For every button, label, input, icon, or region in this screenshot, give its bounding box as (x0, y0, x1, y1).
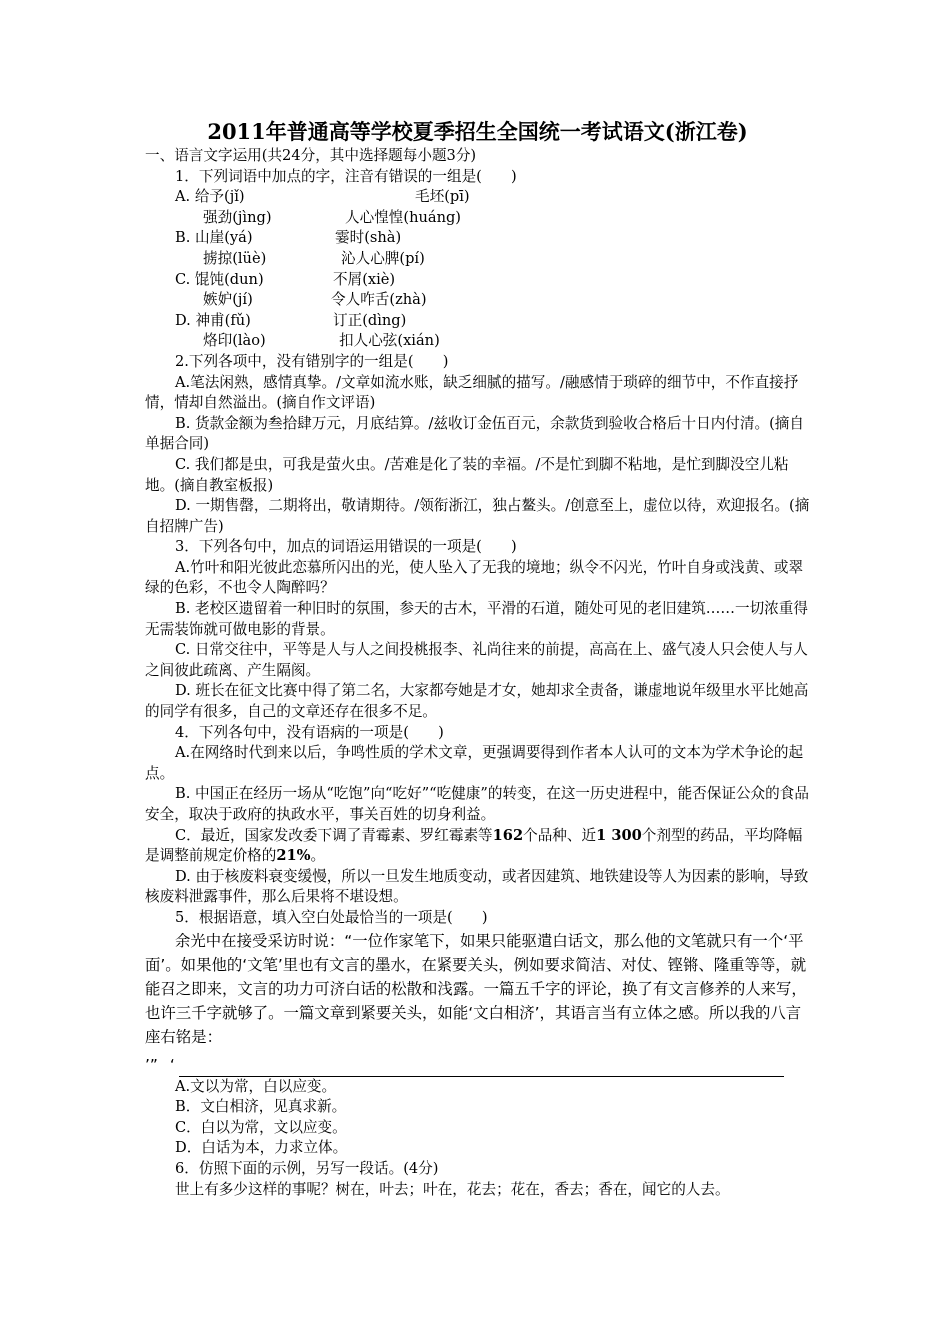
q3-option-a: A.竹叶和阳光彼此恋慕所闪出的光，使人坠入了无我的境地；纵令不闪光，竹叶自身或浅黄、或翠绿的色彩，不也令人陶醉吗？ (145, 558, 804, 597)
q1-option-text: 强劲(jìng) (203, 208, 272, 226)
q4-option-c (145, 826, 810, 867)
q4-stem: 4．下列各句中，没有语病的一项是( ) (175, 723, 444, 741)
exam-title: 2011年普通高等学校夏季招生全国统一考试语文(浙江卷) (207, 119, 748, 144)
q1-option-text: 不屑(xiè) (333, 270, 396, 288)
q3-option-d: D. 班长在征文比赛中得了第二名，大家都夸她是才女，她却求全责备，谦虚地说年级里水平比她高的同学有很多，自己的文章还存在很多不足。 (145, 682, 809, 721)
q2-option-b: B. 货款金额为叁拾肆万元，月底结算。/兹收订金伍百元，余款货到验收合格后十日内付清。(摘自单据合同) (145, 414, 804, 453)
q4-c-text: C．最近，国家发改委下调了青霉素、罗红霉素等 (175, 826, 493, 844)
q1-option-text: 毛坯(pī) (415, 188, 470, 206)
q1-row (145, 228, 810, 249)
q5-option-c: C．白以为常，文以应变。 (175, 1118, 347, 1136)
q1-option-text: 霎时(shà) (335, 229, 402, 247)
q4-c-text: 个剂型的药品，平均降幅是调整前规定价格的 (145, 826, 803, 865)
q2-stem: 2.下列各项中，没有错别字的一组是( ) (175, 352, 449, 370)
q4-c-number: 21% (276, 847, 311, 865)
q1-row (145, 290, 810, 311)
q5-option-b: B．文白相济，见真求新。 (175, 1098, 347, 1116)
q1-row (145, 249, 810, 270)
q4-option-a: A.在网络时代到来以后，争鸣性质的学术文章，更强调要得到作者本人认可的文本为学术争论的起点。 (145, 744, 804, 782)
q5-option-d: D．白话为本，力求立体。 (175, 1139, 348, 1157)
q4-option-d: D. 由于核废料衰变缓慢，所以一旦发生地质变动，或者因建筑、地铁建设等人为因素的影响，导致核废料泄露事件，那么后果将不堪设想。 (145, 867, 809, 906)
q5-passage: 余光中在接受采访时说：“一位作家笔下，如果只能驱遣白话文，那么他的文笔就只有一个‘平面’。如果他的‘文笔’里也有文言的墨水，在紧要关头，例如要求简洁、对仗、铿锵、隆重等等，就能召之即来，文言的功力可济白话的松散和浅露。一篇五千字的评论，换了有文言修养的人来写，也许三千字就够了。一篇文章到紧要关头，如能‘文白相济’，其语言当有立体之感。所以我的八言座右铭是： (145, 931, 807, 1046)
q5-fill-blank (179, 1062, 784, 1077)
q3-stem: 3．下列各句中，加点的词语运用错误的一项是( ) (175, 538, 517, 556)
q1-row (145, 331, 810, 352)
q1-option-text: C. 馄饨(dun) (175, 270, 264, 288)
q4-c-number: 162 (492, 826, 524, 844)
q5-blank-line (145, 1049, 810, 1077)
q1-option-text: A. 给予(jǐ) (175, 188, 245, 206)
q6-stem: 6．仿照下面的示例，另写一段话。(4分) (175, 1159, 439, 1177)
q1-option-text: B. 山崖(yá) (175, 229, 253, 247)
q1-row (145, 208, 810, 229)
q1-option-text: 人心惶惶(huáng) (345, 208, 462, 226)
q4-c-number: 1 300 (596, 826, 642, 844)
q5-blank-close: ’” (145, 1055, 158, 1074)
q1-option-text: 沁人心脾(pí) (341, 249, 425, 267)
q4-c-text: 。 (310, 847, 326, 865)
q1-option-text: 掳掠(lüè) (203, 249, 267, 267)
q1-row (145, 311, 810, 332)
exam-page (145, 118, 810, 1200)
q1-option-text: 订正(dìng) (333, 311, 407, 329)
q2-option-c: C. 我们都是虫，可我是萤火虫。/苦难是化了装的幸福。/不是忙到脚不粘地，是忙到脚没空儿粘地。(摘自教室板报) (145, 455, 789, 494)
q1-row (145, 270, 810, 291)
q5-option-a: A.文以为常，白以应变。 (175, 1077, 337, 1095)
q2-option-a: A.笔法闲熟，感情真挚。/文章如流水账，缺乏细腻的描写。/融感情于琐碎的细节中，不作直接抒情，情却自然溢出。(摘自作文评语) (145, 373, 799, 412)
q1-option-text: 扣人心弦(xián) (339, 332, 440, 350)
q1-option-text: D. 神甫(fǔ) (175, 311, 251, 329)
q5-blank-open: ‘ (169, 1055, 175, 1074)
q5-stem: 5．根据语意，填入空白处最恰当的一项是( ) (175, 908, 488, 926)
q4-option-b: B. 中国正在经历一场从“吃饱”向“吃好”“吃健康”的转变，在这一历史进程中，能否保证公众的食品安全，取决于政府的执政水平，事关百姓的切身利益。 (145, 785, 809, 823)
q1-option-text: 烙印(lào) (203, 332, 266, 350)
q1-stem: 1．下列词语中加点的字，注音有错误的一组是( ) (175, 167, 517, 185)
section-heading: 一、语言文字运用(共24分，其中选择题每小题3分) (145, 147, 477, 164)
q3-option-b: B. 老校区遗留着一种旧时的氛围，参天的古木，平滑的石道，随处可见的老旧建筑……一切浓重得无需装饰就可做电影的背景。 (145, 600, 808, 638)
q2-option-d: D. 一期售罄，二期将出，敬请期待。/领衔浙江，独占鳌头。/创意至上，虚位以待，欢迎报名。(摘自招牌广告) (145, 497, 810, 535)
q6-example: 世上有多少这样的事呢？树在，叶去；叶在，花去；花在，香去；香在，闻它的人去。 (175, 1180, 730, 1198)
q1-option-text: 嫉妒(jí) (203, 291, 253, 309)
q3-option-c: C. 日常交往中，平等是人与人之间投桃报李、礼尚往来的前提，高高在上、盛气凌人只会使人与人之间彼此疏离、产生隔阂。 (145, 641, 808, 679)
q1-option-text: 令人咋舌(zhà) (331, 291, 427, 309)
q4-c-text: 个品种、近 (523, 826, 597, 844)
q1-row (145, 187, 810, 208)
